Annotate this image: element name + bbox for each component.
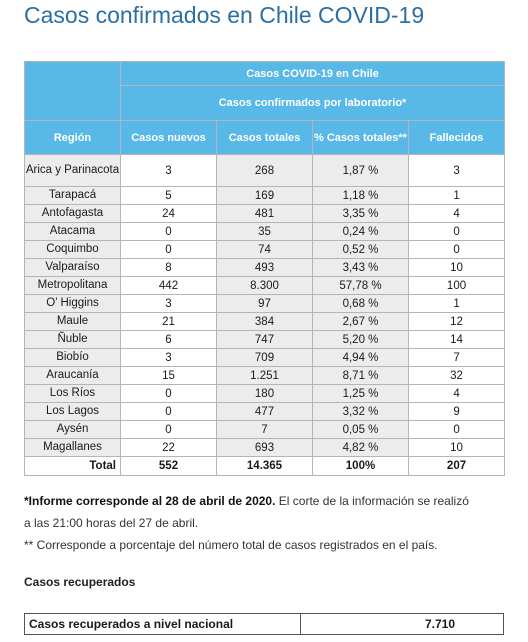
table-row: [25, 403, 505, 421]
region-cell: Maule: [25, 313, 121, 331]
cases-table-body: [25, 62, 505, 476]
deaths-cell: 4: [409, 205, 505, 223]
recovered-table: [24, 613, 504, 635]
percent-cell: 0,24 %: [313, 223, 409, 241]
total-cases-cell: 693: [217, 439, 313, 457]
table-row: [25, 385, 505, 403]
table-row: [25, 241, 505, 259]
recovered-heading: Casos recuperados: [24, 575, 136, 589]
deaths-cell: 3: [409, 155, 505, 187]
region-cell: Antofagasta: [25, 205, 121, 223]
new-cases-cell: 5: [121, 187, 217, 205]
table-row: [25, 259, 505, 277]
percent-cell: 3,35 %: [313, 205, 409, 223]
deaths-cell: 10: [409, 439, 505, 457]
region-cell: Biobío: [25, 349, 121, 367]
total-percent: 100%: [313, 457, 409, 476]
percent-cell: 0,05 %: [313, 421, 409, 439]
deaths-cell: 1: [409, 187, 505, 205]
deaths-cell: 4: [409, 385, 505, 403]
recovered-value: 7.710: [301, 614, 504, 635]
recovered-row: [25, 614, 504, 635]
new-cases-cell: 0: [121, 241, 217, 259]
total-cases-cell: 481: [217, 205, 313, 223]
header-corner: [25, 62, 121, 121]
total-cases-cell: 493: [217, 259, 313, 277]
total-cases-cell: 8.300: [217, 277, 313, 295]
region-cell: Aysén: [25, 421, 121, 439]
new-cases-cell: 6: [121, 331, 217, 349]
deaths-cell: 1: [409, 295, 505, 313]
table-row: [25, 313, 505, 331]
new-cases-cell: 3: [121, 155, 217, 187]
column-header-region: Región: [25, 121, 121, 155]
new-cases-cell: 15: [121, 367, 217, 385]
deaths-cell: 9: [409, 403, 505, 421]
percent-cell: 5,20 %: [313, 331, 409, 349]
total-cases-cell: 169: [217, 187, 313, 205]
percent-cell: 0,68 %: [313, 295, 409, 313]
percent-cell: 4,82 %: [313, 439, 409, 457]
deaths-cell: 32: [409, 367, 505, 385]
table-row: [25, 331, 505, 349]
region-cell: Tarapacá: [25, 187, 121, 205]
total-total-cases: 14.365: [217, 457, 313, 476]
region-cell: O’ Higgins: [25, 295, 121, 313]
new-cases-cell: 22: [121, 439, 217, 457]
new-cases-cell: 21: [121, 313, 217, 331]
table-sub-header: Casos confirmados por laboratorio*: [121, 86, 505, 121]
table-row: [25, 187, 505, 205]
total-cases-cell: 74: [217, 241, 313, 259]
deaths-cell: 100: [409, 277, 505, 295]
total-cases-cell: 35: [217, 223, 313, 241]
new-cases-cell: 8: [121, 259, 217, 277]
table-row: [25, 223, 505, 241]
total-cases-cell: 477: [217, 403, 313, 421]
percent-cell: 0,52 %: [313, 241, 409, 259]
new-cases-cell: 442: [121, 277, 217, 295]
table-super-header: Casos COVID-19 en Chile: [121, 62, 505, 86]
region-cell: Coquimbo: [25, 241, 121, 259]
deaths-cell: 10: [409, 259, 505, 277]
percent-cell: 3,32 %: [313, 403, 409, 421]
new-cases-cell: 0: [121, 403, 217, 421]
region-cell: Magallanes: [25, 439, 121, 457]
table-row: [25, 277, 505, 295]
percent-cell: 1,18 %: [313, 187, 409, 205]
report-note-cutoff: El corte de la información se realizó: [275, 494, 469, 508]
percentage-note: ** Corresponde a porcentaje del número total de casos registrados en el país.: [24, 538, 438, 552]
region-cell: Los Ríos: [25, 385, 121, 403]
deaths-cell: 12: [409, 313, 505, 331]
table-row: [25, 155, 505, 187]
page-title: Casos confirmados en Chile COVID-19: [24, 2, 425, 28]
percent-cell: 1,25 %: [313, 385, 409, 403]
recovered-label: Casos recuperados a nivel nacional: [25, 614, 301, 635]
region-cell: Ñuble: [25, 331, 121, 349]
table-row: [25, 295, 505, 313]
percent-cell: 2,67 %: [313, 313, 409, 331]
report-note-date: *Informe corresponde al 28 de abril de 2020.: [24, 494, 276, 508]
new-cases-cell: 0: [121, 223, 217, 241]
region-cell: Los Lagos: [25, 403, 121, 421]
deaths-cell: 0: [409, 223, 505, 241]
column-header-deaths: Fallecidos: [409, 121, 505, 155]
table-row: [25, 367, 505, 385]
total-deaths: 207: [409, 457, 505, 476]
new-cases-cell: 3: [121, 349, 217, 367]
total-cases-cell: 180: [217, 385, 313, 403]
column-header-total-cases: Casos totales: [217, 121, 313, 155]
report-note-line2: a las 21:00 horas del 27 de abril.: [24, 516, 199, 530]
new-cases-cell: 3: [121, 295, 217, 313]
total-row: [25, 457, 505, 476]
deaths-cell: 0: [409, 421, 505, 439]
deaths-cell: 7: [409, 349, 505, 367]
cases-table: [24, 61, 505, 476]
region-cell: Arica y Parinacota: [25, 155, 121, 187]
report-note: [24, 494, 469, 508]
total-cases-cell: 747: [217, 331, 313, 349]
new-cases-cell: 24: [121, 205, 217, 223]
percent-cell: 3,43 %: [313, 259, 409, 277]
percent-cell: 1,87 %: [313, 155, 409, 187]
percent-cell: 8,71 %: [313, 367, 409, 385]
new-cases-cell: 0: [121, 421, 217, 439]
percent-cell: 57,78 %: [313, 277, 409, 295]
column-header-new-cases: Casos nuevos: [121, 121, 217, 155]
deaths-cell: 14: [409, 331, 505, 349]
table-row: [25, 439, 505, 457]
region-cell: Atacama: [25, 223, 121, 241]
total-new-cases: 552: [121, 457, 217, 476]
total-cases-cell: 384: [217, 313, 313, 331]
region-cell: Araucanía: [25, 367, 121, 385]
percent-cell: 4,94 %: [313, 349, 409, 367]
total-cases-cell: 1.251: [217, 367, 313, 385]
table-row: [25, 349, 505, 367]
deaths-cell: 0: [409, 241, 505, 259]
table-row: [25, 421, 505, 439]
region-cell: Valparaíso: [25, 259, 121, 277]
table-row: [25, 205, 505, 223]
new-cases-cell: 0: [121, 385, 217, 403]
total-cases-cell: 97: [217, 295, 313, 313]
column-header-percent-cases: % Casos totales**: [313, 121, 409, 155]
total-label: Total: [25, 457, 121, 476]
region-cell: Metropolitana: [25, 277, 121, 295]
total-cases-cell: 709: [217, 349, 313, 367]
total-cases-cell: 7: [217, 421, 313, 439]
total-cases-cell: 268: [217, 155, 313, 187]
